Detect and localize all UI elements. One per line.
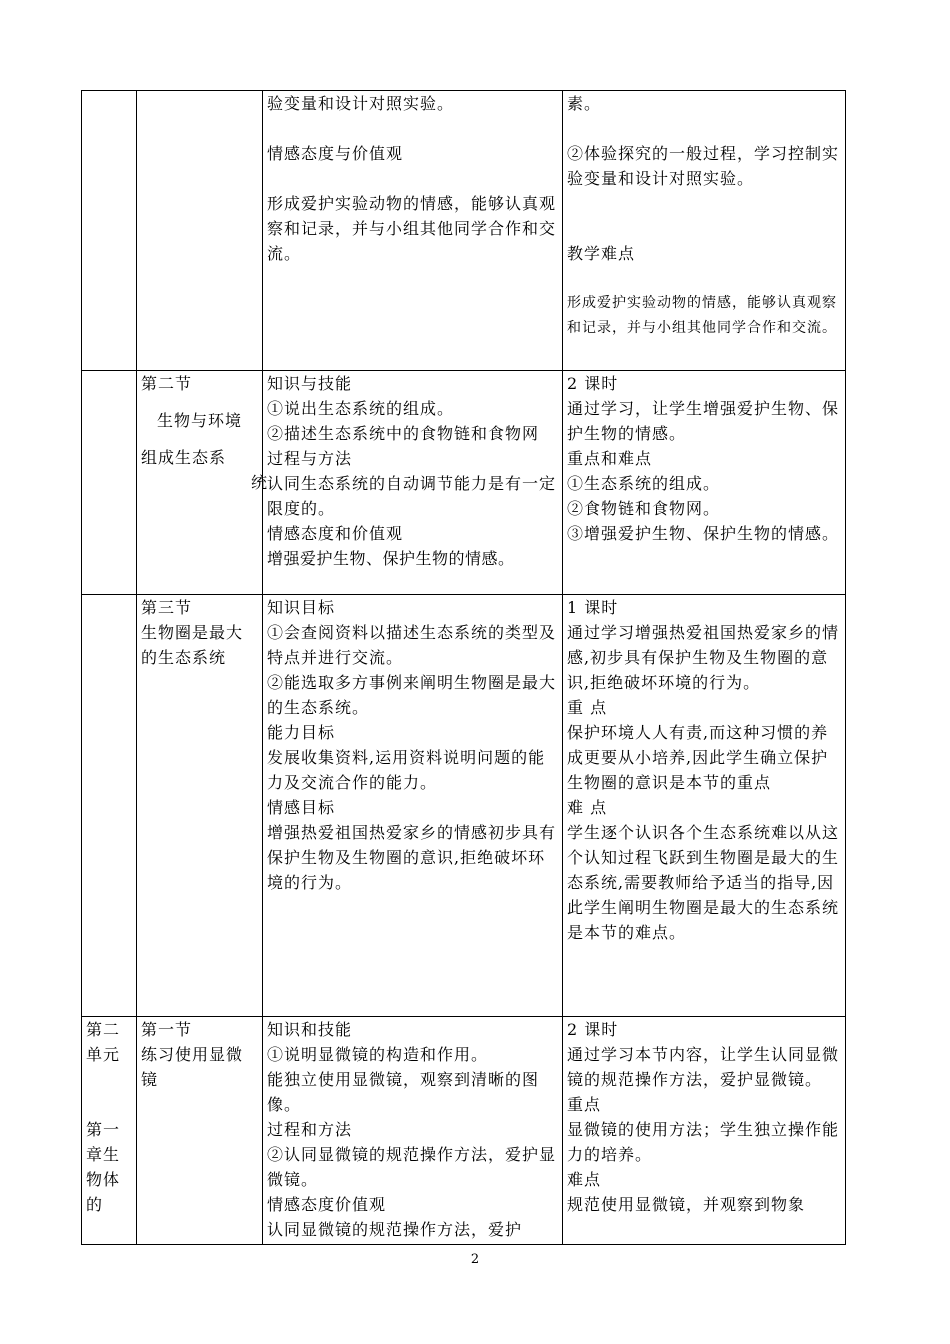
note-line: ②食物链和食物网。 <box>567 499 721 518</box>
objective-heading: 知识和技能 <box>267 1020 353 1039</box>
section-cell <box>137 1017 263 1245</box>
class-hours: 1 课时 <box>567 598 619 617</box>
objective-heading: 知识目标 <box>267 598 336 617</box>
objectives-cell <box>263 1017 563 1245</box>
table-row <box>82 91 846 371</box>
chapter-title: 第一章生物体的 <box>86 1120 121 1214</box>
unit-cell <box>82 595 137 1017</box>
note-heading: 教学难点 <box>567 244 636 263</box>
notes-cell <box>563 595 846 1017</box>
objective-heading: 情感态度价值观 <box>267 1195 387 1214</box>
note-heading: 重点和难点 <box>567 449 653 468</box>
note-line: 通过学习，让学生增强爱护生物、保护生物的情感。 <box>567 399 840 443</box>
objective-line: 认同显微镜的规范操作方法，爱护 <box>267 1220 523 1239</box>
note-line: 形成爱护实验动物的情感，能够认真观察和记录，并与小组其他同学合作和交流。 <box>567 295 837 336</box>
table-row <box>82 595 846 1017</box>
note-line: ②体验探究的一般过程，学习控制实验变量和设计对照实验。 <box>567 144 840 188</box>
note-line: 素。 <box>567 94 602 113</box>
objective-heading: 过程与方法 <box>267 449 353 468</box>
section-number: 第三节 <box>141 598 193 617</box>
section-number: 第二节 <box>141 374 193 393</box>
objective-heading: 情感目标 <box>267 798 336 817</box>
objective-line: ②能选取多方事例来阐明生物圈是最大的生态系统。 <box>267 673 557 717</box>
section-cell <box>137 371 268 595</box>
note-heading: 重点 <box>567 1095 602 1114</box>
objective-line: ②描述生态系统中的食物链和食物网 <box>267 424 540 443</box>
class-hours: 2 课时 <box>567 1020 619 1039</box>
note-line: ③增强爱护生物、保护生物的情感。 <box>567 524 840 543</box>
objective-line: 验变量和设计对照实验。 <box>267 94 455 113</box>
objective-line: 增强爱护生物、保护生物的情感。 <box>267 549 515 568</box>
table-row <box>82 1017 846 1245</box>
lesson-plan-table <box>81 90 846 1245</box>
note-line: 通过学习增强热爱祖国热爱家乡的情感,初步具有保护生物及生物圈的意识,拒绝破坏环境的行为。 <box>567 623 840 692</box>
unit-cell <box>82 91 137 371</box>
unit-cell <box>82 1017 137 1245</box>
notes-cell <box>563 1017 846 1245</box>
objective-line: 增强热爱祖国热爱家乡的情感初步具有保护生物及生物圈的意识,拒绝破坏环境的行为。 <box>267 823 557 892</box>
note-line: 学生逐个认识各个生态系统难以从这个认知过程飞跃到生物圈是最大的生态系统,需要教师给予适当的指导,因此学生阐明生物圈是最大的生态系统是本节的难点。 <box>567 823 840 942</box>
note-line: ①生态系统的组成。 <box>567 474 721 493</box>
note-line: 显微镜的使用方法；学生独立操作能力的培养。 <box>567 1120 840 1164</box>
objective-line: 发展收集资料,运用资料说明问题的能力及交流合作的能力。 <box>267 748 546 792</box>
objective-line: 形成爱护实验动物的情感，能够认真观察和记录，并与小组其他同学合作和交流。 <box>267 194 557 263</box>
section-number: 第一节 <box>141 1020 193 1039</box>
notes-cell <box>563 371 846 595</box>
section-cell <box>137 91 263 371</box>
note-heading: 难点 <box>567 1170 602 1189</box>
objective-heading: 过程和方法 <box>267 1120 353 1139</box>
page-number: 2 <box>470 1252 480 1267</box>
notes-cell <box>563 91 846 371</box>
objectives-cell <box>263 91 563 371</box>
note-heading: 难 点 <box>567 798 608 817</box>
objectives-cell <box>263 595 563 1017</box>
section-title-line: 统 <box>250 473 268 492</box>
unit-title: 第二单元 <box>86 1020 121 1064</box>
objective-line: ①说明显微镜的构造和作用。 <box>267 1045 489 1064</box>
section-title-line: 组成生态系 <box>141 448 227 467</box>
note-heading: 重 点 <box>567 698 608 717</box>
note-line: 通过学习本节内容，让学生认同显微镜的规范操作方法，爱护显微镜。 <box>567 1045 840 1089</box>
note-line: 规范使用显微镜，并观察到物象 <box>567 1195 806 1214</box>
unit-cell <box>82 371 137 595</box>
objective-line: ②认同显微镜的规范操作方法，爱护显微镜。 <box>267 1145 557 1189</box>
objective-line: ①会查阅资料以描述生态系统的类型及特点并进行交流。 <box>267 623 557 667</box>
objectives-cell <box>263 371 563 595</box>
objective-line: ①说出生态系统的组成。 <box>267 399 455 418</box>
objective-line: 认同生态系统的自动调节能力是有一定限度的。 <box>267 474 557 518</box>
objective-heading: 能力目标 <box>267 723 336 742</box>
objective-heading: 情感态度与价值观 <box>267 144 404 163</box>
section-title: 练习使用显微镜 <box>141 1045 244 1089</box>
note-line: 保护环境人人有责,而这种习惯的养成更要从小培养,因此学生确立保护生物圈的意识是本节的重点 <box>567 723 829 792</box>
objective-heading: 情感态度和价值观 <box>267 524 404 543</box>
section-title: 生物圈是最大的生态系统 <box>141 623 244 667</box>
objective-line: 能独立使用显微镜，观察到清晰的图像。 <box>267 1070 540 1114</box>
table-row <box>82 371 846 595</box>
objective-heading: 知识与技能 <box>267 374 353 393</box>
section-cell <box>137 595 263 1017</box>
section-title-line: 生物与环境 <box>156 411 242 430</box>
class-hours: 2 课时 <box>567 374 619 393</box>
